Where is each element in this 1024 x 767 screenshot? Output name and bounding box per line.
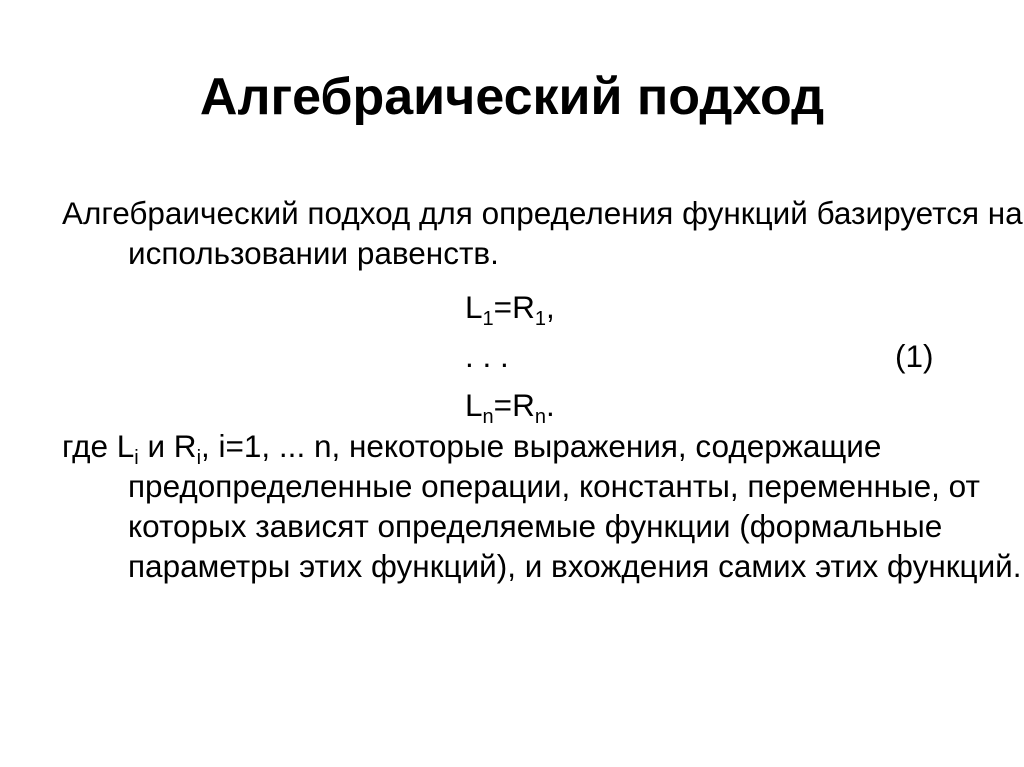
equation-first (465, 287, 555, 330)
explanation-rest: , i=1, ... n, некоторые выражения, содержащие предопределенные операции, константы, переменные, от которых зависят определяемые функции (формальные параметры этих функций), и вхождения самих этих функций. (128, 428, 1022, 584)
eq2-lhs-letter: L (465, 387, 483, 423)
explanation-paragraph (62, 426, 1024, 586)
equation-last (465, 385, 555, 428)
equation-number: (1) (895, 338, 934, 374)
explanation-subscript-r: i (196, 447, 202, 469)
explanation-prefix: где L (62, 428, 135, 464)
eq1-lhs-letter: L (465, 289, 483, 325)
equation-ellipsis: . . . (465, 338, 509, 374)
eq1-rhs-subscript: 1 (534, 308, 546, 330)
eq2-lhs-subscript: n (482, 406, 494, 428)
slide-title: Алгебраический подход (199, 68, 825, 126)
eq2-equals-sign: = (493, 387, 513, 423)
eq1-equals-sign: = (493, 289, 513, 325)
eq2-rhs-letter: R (512, 387, 535, 423)
eq2-rhs-subscript: n (534, 406, 546, 428)
eq2-trailing-punct: . (545, 387, 555, 423)
intro-paragraph: Алгебраический подход для определения функций базируется на использовании равенств. (62, 195, 1023, 271)
explanation-subscript-l: i (134, 447, 139, 469)
eq1-rhs-letter: R (512, 289, 535, 325)
eq1-trailing-punct: , (545, 289, 555, 325)
explanation-mid: и R (138, 428, 197, 464)
eq1-lhs-subscript: 1 (482, 308, 494, 330)
